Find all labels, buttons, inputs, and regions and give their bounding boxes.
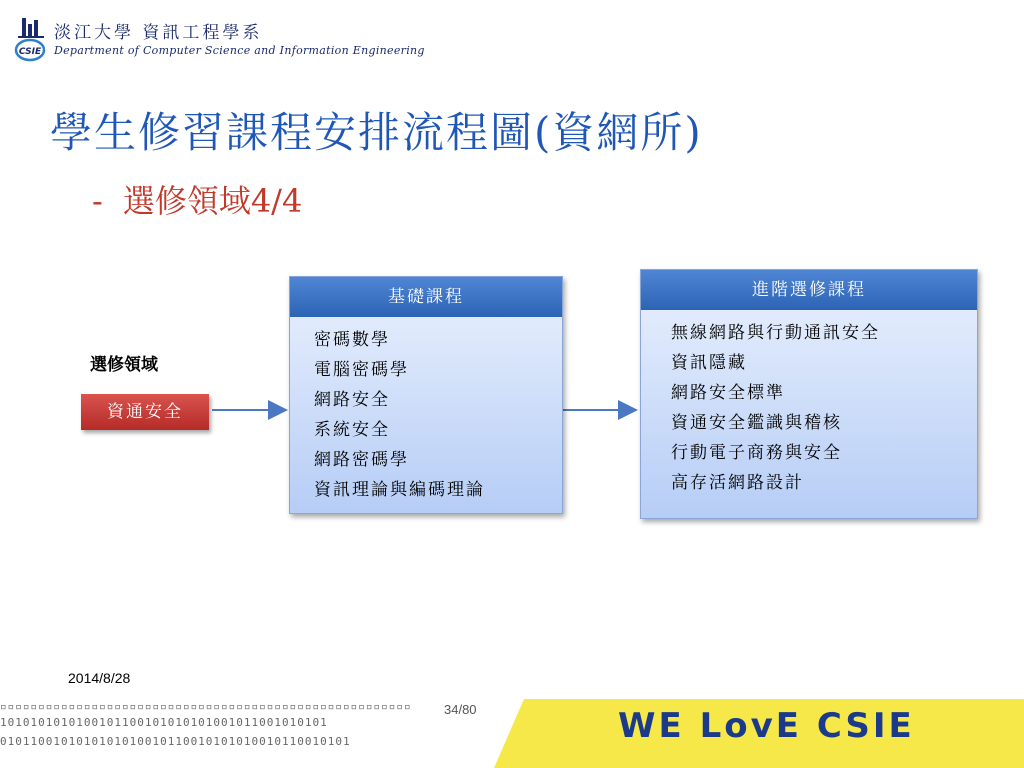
field-chip: 資通安全 (81, 394, 209, 430)
slide-title: 學生修習課程安排流程圖(資網所) (50, 108, 703, 157)
basic-courses-heading: 基礎課程 (290, 277, 562, 317)
advanced-courses-heading: 進階選修課程 (641, 270, 977, 310)
slogan-text: WE LovE CSIE (618, 706, 915, 746)
basic-course-item: 網路安全 (314, 390, 390, 410)
footer-binary-row-2: 1010101010100101100101010101001011001010101 (0, 716, 328, 729)
subtitle-dash: - (92, 182, 103, 220)
advanced-course-item: 行動電子商務與安全 (671, 443, 842, 463)
basic-courses-box (289, 276, 563, 514)
csie-logo-icon (14, 16, 48, 62)
subtitle-text: 選修領域4/4 (122, 182, 303, 220)
basic-course-item: 電腦密碼學 (314, 360, 409, 380)
advanced-course-item: 高存活網路設計 (671, 473, 804, 493)
page-number: 34/80 (444, 702, 477, 717)
advanced-course-item: 資訊隱藏 (671, 353, 747, 373)
basic-course-item: 密碼數學 (314, 330, 390, 350)
slide-date: 2014/8/28 (68, 670, 131, 686)
slide-subtitle (92, 176, 302, 222)
footer-binary-row-3: 0101100101010101010010110010101010010110010101 (0, 735, 351, 748)
advanced-course-item: 網路安全標準 (671, 383, 785, 403)
field-label: 選修領域 (90, 355, 158, 375)
department-name-chinese: 淡江大學 資訊工程學系 (54, 23, 263, 43)
basic-course-item: 網路密碼學 (314, 450, 409, 470)
basic-course-item: 資訊理論與編碼理論 (314, 480, 485, 500)
footer-binary-row-1: ▫▫▫▫▫▫▫▫▫▫▫▫▫▫▫▫▫▫▫▫▫▫▫▫▫▫▫▫▫▫▫▫▫▫▫▫▫▫▫▫▫▫▫▫▫▫▫▫▫▫▫▫▫▫ (0, 700, 412, 713)
logo-text: CSIE (18, 47, 42, 57)
advanced-course-list (641, 310, 977, 498)
advanced-course-item: 資通安全鑑識與稽核 (671, 413, 842, 433)
basic-course-list (290, 317, 562, 505)
advanced-courses-box (640, 269, 978, 519)
basic-course-item: 系統安全 (314, 420, 390, 440)
advanced-course-item: 無線網路與行動通訊安全 (671, 323, 880, 343)
department-name-english: Department of Computer Science and Information Engineering (54, 44, 425, 57)
